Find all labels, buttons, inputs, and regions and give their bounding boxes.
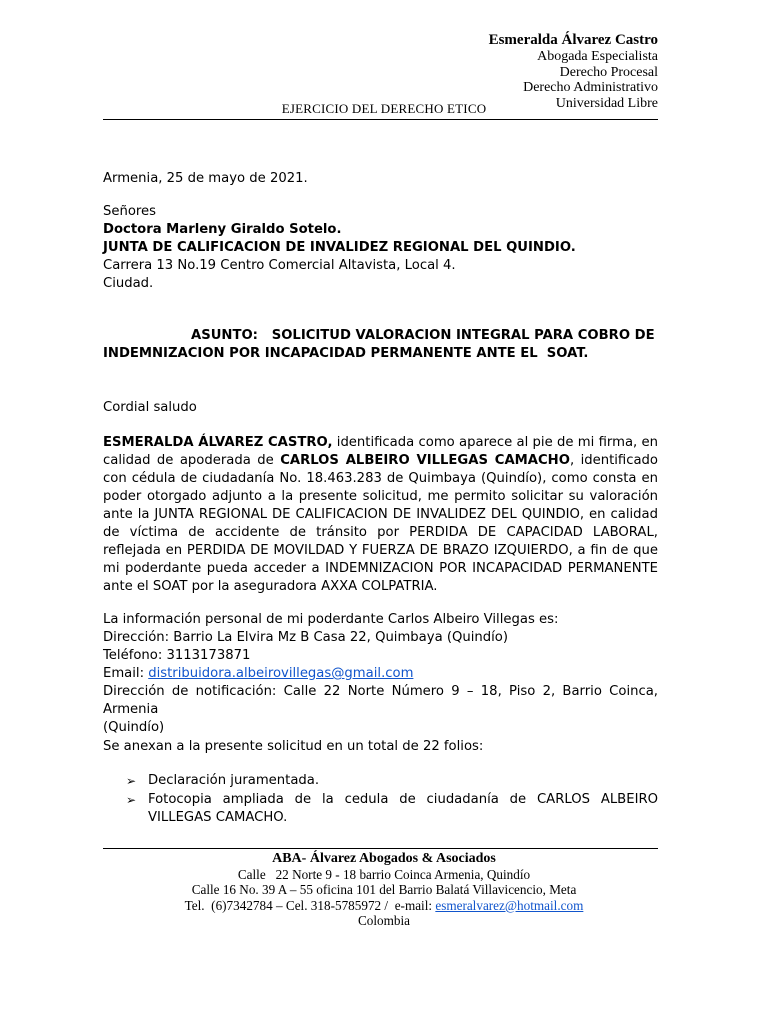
subject-line-1: ASUNTO: SOLICITUD VALORACION INTEGRAL PARA COBRO DE <box>191 328 655 343</box>
letterhead-title: Abogada Especialista <box>537 49 658 64</box>
attachments-list <box>103 772 658 828</box>
letterhead <box>489 32 658 111</box>
attachments-intro: Se anexan a la presente solicitud en un total de 22 folios: <box>103 739 484 754</box>
arrow-bullet-icon: ➢ <box>126 793 137 807</box>
letterhead-specialty-1: Derecho Procesal <box>559 64 658 80</box>
recipient-block <box>103 203 658 293</box>
recipient-city: Ciudad. <box>103 276 154 291</box>
list-item <box>103 791 658 827</box>
footer <box>0 851 768 929</box>
body-text-1: identificada como aparece al pie de mi firma, en calidad de apoderada de <box>103 435 659 468</box>
footer-contact: Tel. (6)7342784 – Cel. 318-5785972 / e-mail: <box>184 897 436 913</box>
recipient-name: Doctora Marleny Giraldo Sotelo. <box>103 222 342 237</box>
client-email-link[interactable]: distribuidora.albeirovillegas@gmail.com <box>148 666 414 681</box>
subject-block <box>103 327 658 363</box>
client-info-intro: La información personal de mi poderdante Carlos Albeiro Villegas es: <box>103 612 559 627</box>
attachment-item-2: Fotocopia ampliada de la cedula de ciudadanía de CARLOS ALBEIRO VILLEGAS CAMACHO. <box>148 792 658 825</box>
body-paragraph <box>103 434 658 596</box>
footer-address-2: Calle 16 No. 39 A – 55 oficina 101 del Barrio Balatá Villavicencio, Meta <box>191 882 577 898</box>
footer-firm-name: ABA- Álvarez Abogados & Asociados <box>272 851 496 866</box>
client-email-line <box>103 665 658 683</box>
author-name: ESMERALDA ÁLVAREZ CASTRO, <box>103 435 333 450</box>
attachment-item-1: Declaración juramentada. <box>148 773 320 788</box>
footer-contact-line <box>0 898 768 914</box>
recipient-entity: JUNTA DE CALIFICACION DE INVALIDEZ REGIONAL DEL QUINDIO. <box>103 240 576 255</box>
footer-email-link[interactable]: esmeralvarez@hotmail.com <box>435 897 584 913</box>
recipient-address: Carrera 13 No.19 Centro Comercial Altavista, Local 4. <box>103 258 456 273</box>
letterhead-university: Universidad Libre <box>555 95 658 111</box>
client-phone: Teléfono: 3113173871 <box>103 648 251 663</box>
notification-address-line-2: (Quindío) <box>103 720 165 735</box>
recipient-salutation: Señores <box>103 204 157 219</box>
arrow-bullet-icon: ➢ <box>126 774 137 788</box>
greeting: Cordial saludo <box>103 400 197 415</box>
client-name: CARLOS ALBEIRO VILLEGAS CAMACHO <box>280 453 570 468</box>
footer-address-1: Calle 22 Norte 9 - 18 barrio Coinca Armenia, Quindío <box>237 866 531 882</box>
header-divider <box>103 119 658 120</box>
subject-line-2: INDEMNIZACION POR INCAPACIDAD PERMANENTE ANTE EL SOAT. <box>103 346 589 361</box>
client-address: Dirección: Barrio La Elvira Mz B Casa 22, Quimbaya (Quindío) <box>103 630 508 645</box>
list-item <box>103 772 658 790</box>
letterhead-specialty-2: Derecho Administrativo <box>523 80 658 95</box>
client-info-block <box>103 611 658 737</box>
footer-country: Colombia <box>357 913 411 929</box>
email-label: Email: <box>103 666 149 681</box>
footer-divider <box>103 848 658 849</box>
letterhead-subheading: EJERCICIO DEL DERECHO ETICO <box>281 101 487 116</box>
body-text-2: , identificado con cédula de ciudadanía No. 18.463.283 de Quimbaya (Quindío), como consta en poder otorgado adjunto a la presente solicitud, me permito solicitar su valoración ante la JUNTA REGIONAL DE CALIFICACION DE INVALIDEZ DEL QUINDIO, en calidad de víctima de accidente de tránsito por PERDIDA DE CAPACIDAD LABORAL, reflejada en PERDIDA DE MOVILDAD Y FUERZA DE BRAZO IZQUIERDO, a fin de que mi poderdante pueda acceder a INDEMNIZACION POR INCAPACIDAD PERMANENTE ante el SOAT por la aseguradora AXXA COLPATRIA. <box>103 453 658 594</box>
notification-address-line-1: Dirección de notificación: Calle 22 Norte Número 9 – 18, Piso 2, Barrio Coinca, Armenia <box>103 684 658 717</box>
letterhead-name: Esmeralda Álvarez Castro <box>488 32 658 48</box>
date-line: Armenia, 25 de mayo de 2021. <box>103 171 308 186</box>
